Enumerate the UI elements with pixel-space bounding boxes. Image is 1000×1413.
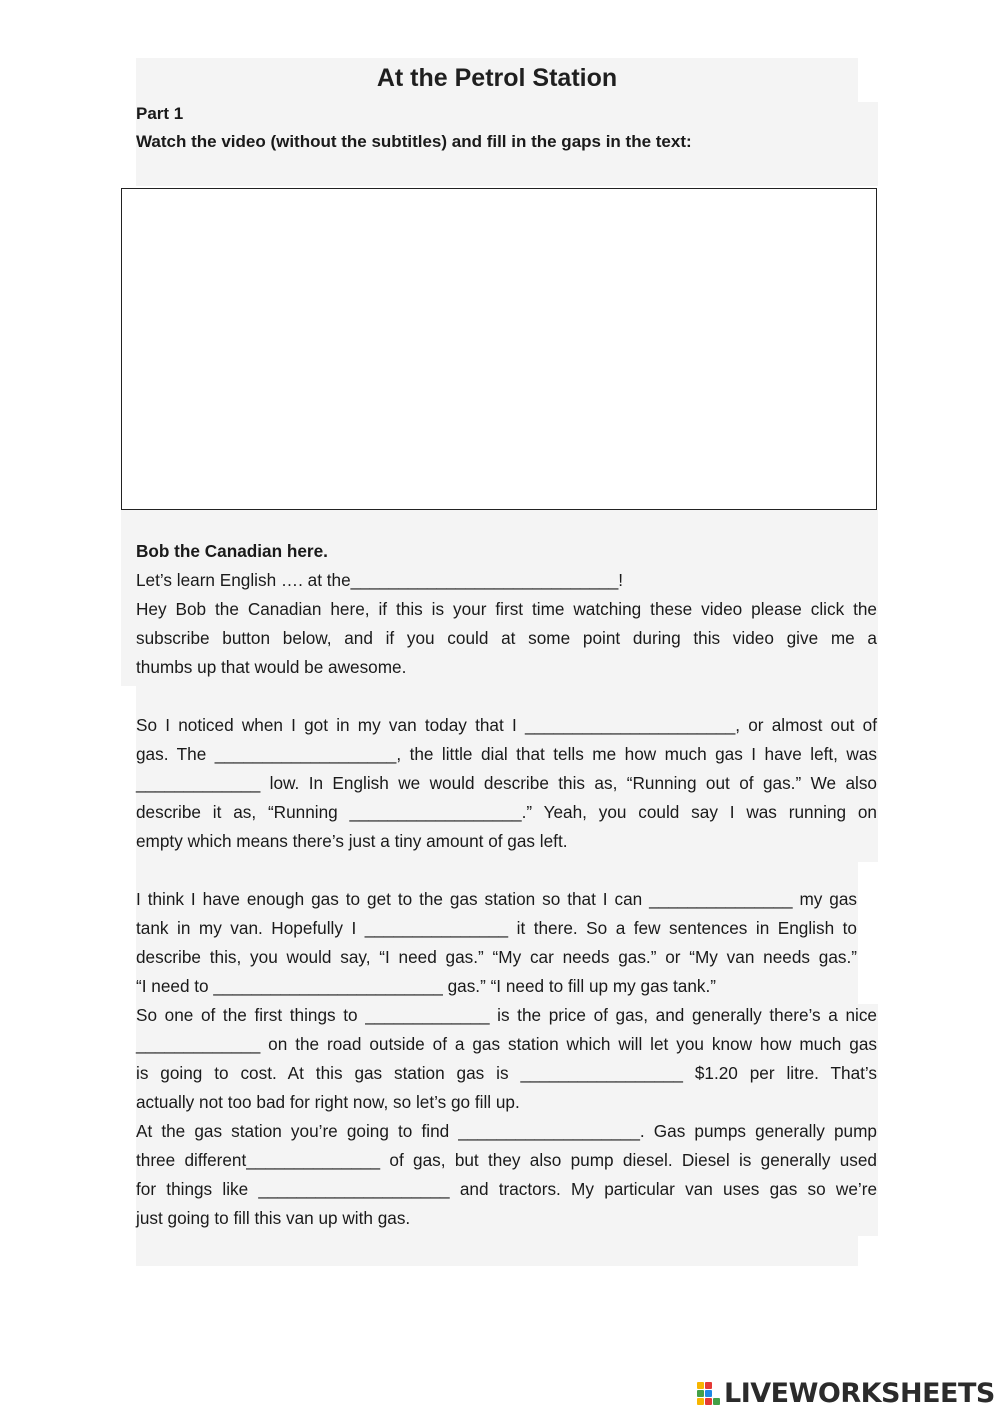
text-line: thumbs up that would be awesome. — [136, 657, 407, 677]
liveworksheets-logo[interactable] — [697, 1378, 995, 1410]
text-line: subscribe button below, and if you could at some point during this video give me a — [136, 628, 877, 648]
text-line: empty which means there’s just a tiny amount of gas left. — [136, 831, 568, 851]
liveworksheets-logo-icon — [697, 1382, 721, 1406]
text-line: _____________ on the road outside of a gas station which will let you know how much gas — [136, 1034, 877, 1054]
text-line: for things like ____________________ and tractors. My particular van uses gas so we’re — [136, 1179, 877, 1199]
text-line: describe it as, “Running __________________.” Yeah, you could say I was running on — [136, 802, 877, 822]
text-line: actually not too bad for right now, so let’s go fill up. — [136, 1092, 520, 1112]
text-line: At the gas station you’re going to find ___________________. Gas pumps generally pump — [136, 1121, 877, 1141]
text-line: _____________ low. In English we would describe this as, “Running out of gas.” We also — [136, 773, 877, 793]
video-embed[interactable] — [121, 188, 877, 510]
text-line: I think I have enough gas to get to the gas station so that I can _______________ my gas — [136, 889, 857, 909]
text-heading: Bob the Canadian here. — [136, 541, 328, 561]
text-line: is going to cost. At this gas station gas is _________________ $1.20 per litre. That’s — [136, 1063, 877, 1083]
text-line: tank in my van. Hopefully I _______________ it there. So a few sentences in English to — [136, 918, 857, 938]
text-line: describe this, you would say, “I need gas.” “My car needs gas.” or “My van needs gas.” — [136, 947, 857, 967]
text-shade-5 — [136, 1236, 858, 1266]
text-line: just going to fill this van up with gas. — [136, 1208, 411, 1228]
worksheet-title: At the Petrol Station — [376, 64, 618, 92]
part-label: Part 1 — [136, 104, 184, 123]
text-line: Let’s learn English …. at the____________________________! — [136, 570, 624, 590]
text-line: Hey Bob the Canadian here, if this is your first time watching these video please click the — [136, 599, 877, 619]
text-line: gas. The ___________________, the little dial that tells me how much gas I have left, was — [136, 744, 877, 764]
text-line: three different______________ of gas, but they also pump diesel. Diesel is generally used — [136, 1150, 877, 1170]
instruction-text: Watch the video (without the subtitles) and fill in the gaps in the text: — [136, 132, 692, 151]
logo-wordmark: LIVEWORKSHEETS — [724, 1378, 995, 1409]
text-line: “I need to ________________________ gas.” “I need to fill up my gas tank.” — [136, 976, 717, 996]
text-line: So I noticed when I got in my van today that I ______________________, or almost out of — [136, 715, 877, 735]
text-line: So one of the first things to _____________ is the price of gas, and generally there’s a nice — [136, 1005, 877, 1025]
